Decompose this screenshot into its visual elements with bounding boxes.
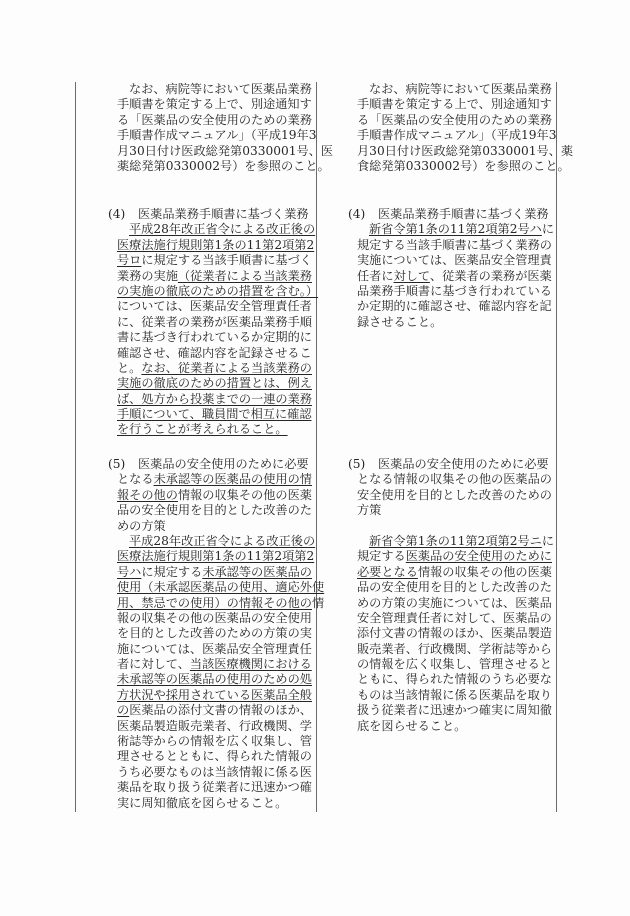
section-body-line bbox=[117, 796, 317, 811]
section-body-line bbox=[357, 269, 557, 284]
text-segment: 添付文書の情報のほか、医薬品製造 bbox=[357, 626, 552, 641]
section-body-line bbox=[117, 580, 325, 595]
underlined-revision: 号ロ bbox=[117, 253, 142, 268]
text-segment: ものは当該情報に係る医薬品を取り bbox=[357, 687, 552, 702]
text-segment: 医薬品の添付文書の情報のほか、 bbox=[129, 703, 312, 718]
text-segment: 安全管理責任者に対して、医薬品の bbox=[357, 610, 552, 625]
note-line bbox=[357, 143, 574, 159]
underlined-revision: 医療法施行規則第1条の11第2項第2 bbox=[117, 237, 315, 252]
section-heading-line bbox=[357, 472, 557, 487]
text-segment: 医薬品業務手順書に基づく業務 bbox=[138, 207, 309, 221]
section-body-line bbox=[117, 611, 317, 626]
text-segment: に bbox=[541, 222, 555, 237]
underlined-revision: 手順について、職員間で相互に確認 bbox=[117, 407, 312, 422]
underlined-revision: 用、禁忌での使用）の情報その他の bbox=[117, 595, 312, 610]
section-heading-line bbox=[108, 457, 317, 472]
text-segment: なお、病院等において医薬品業務 bbox=[129, 82, 312, 96]
text-segment: 食総発第0330002号）を参照のこと。 bbox=[357, 158, 570, 173]
underlined-revision: 号ハ bbox=[117, 564, 142, 579]
left-section-5 bbox=[108, 457, 325, 811]
section-heading-line bbox=[357, 503, 557, 518]
section-body-line bbox=[357, 284, 557, 299]
underlined-revision: を行うことが考えられること。 bbox=[117, 422, 288, 437]
section-body-line bbox=[117, 780, 317, 795]
section-body-line bbox=[117, 361, 317, 376]
section-heading-line bbox=[348, 207, 557, 222]
text-segment: 業務の実施 bbox=[117, 268, 178, 283]
text-segment: に規定する当該手順書に基づく bbox=[141, 253, 312, 268]
text-segment: 書に基づき行われているか定期的に bbox=[117, 330, 312, 345]
section-body-line bbox=[117, 719, 317, 734]
underlined-revision: 必要となる bbox=[357, 564, 418, 579]
section-number: (4) bbox=[108, 207, 126, 221]
text-segment: 医薬品製造販売業者、行政機関、学 bbox=[117, 718, 312, 733]
underlined-revision: ば、処方から投薬までの一連の業務 bbox=[117, 391, 312, 406]
text-segment: 品の安全使用を目的とした改善のた bbox=[117, 503, 312, 518]
underlined-revision: 実施の徹底のための措置とは、例え bbox=[117, 376, 312, 391]
section-body-line bbox=[357, 222, 557, 237]
section-number: (5) bbox=[108, 457, 126, 471]
text-segment: となる情報の収集その他の医薬品の bbox=[357, 472, 552, 487]
section-body-line bbox=[117, 253, 317, 268]
underlined-revision: 方状況や採用されている医薬品全般 bbox=[117, 687, 312, 702]
text-segment: 規定する bbox=[357, 549, 406, 564]
text-segment: なお、病院等において医薬品業務 bbox=[369, 82, 552, 96]
text-segment: めの方策の実施については、医薬品 bbox=[357, 595, 552, 610]
text-segment: となる bbox=[117, 472, 154, 487]
section-body-line bbox=[357, 238, 557, 253]
text-segment: 手順書を策定する上で、別途通知す bbox=[117, 97, 312, 112]
section-heading-line bbox=[108, 207, 317, 222]
note-line bbox=[357, 97, 557, 112]
underlined-revision: 未承認等の医薬品の bbox=[202, 564, 312, 579]
text-segment: 薬品を取り扱う従業者に迅速かつ確 bbox=[117, 780, 312, 795]
section-body-line bbox=[357, 657, 557, 672]
section-heading-line bbox=[117, 519, 317, 534]
section-body-line bbox=[357, 534, 557, 549]
text-segment: 手順書を策定する上で、別途通知す bbox=[357, 97, 552, 112]
section-body-line bbox=[357, 626, 557, 641]
underlined-revision: 報その他の bbox=[117, 487, 178, 502]
note-line bbox=[117, 82, 317, 97]
section-body-line bbox=[117, 422, 317, 437]
note-line bbox=[117, 113, 317, 128]
left-note-paragraph bbox=[117, 82, 334, 174]
underlined-revision: 平成28年改正省令による改正後の bbox=[129, 222, 316, 237]
section-body-line bbox=[357, 642, 557, 657]
section-body-line bbox=[117, 657, 317, 672]
underlined-revision: （従業者による当該業務 bbox=[177, 268, 312, 283]
section-body-line bbox=[357, 611, 557, 626]
section-body-line bbox=[357, 565, 557, 580]
note-line bbox=[357, 82, 557, 97]
underlined-revision: 医療法施行規則第1条の11第2項第2 bbox=[117, 549, 315, 564]
section-number: (5) bbox=[348, 457, 366, 471]
section-body-line bbox=[357, 253, 557, 268]
text-segment: 理させるとともに、得られた情報の bbox=[117, 749, 312, 764]
section-body-line bbox=[117, 749, 317, 764]
section-body-line bbox=[357, 580, 557, 595]
note-line bbox=[357, 128, 557, 143]
section-body-line bbox=[117, 376, 317, 391]
text-segment: 月30日付け医政総発第0330001号、医 bbox=[117, 143, 334, 158]
section-body-line bbox=[117, 222, 317, 237]
text-segment: 品業務手順書に基づき行われている bbox=[357, 283, 552, 298]
underlined-revision: の実施の徹底のための措置を含む。） bbox=[117, 283, 319, 298]
note-line bbox=[357, 113, 557, 128]
text-segment: めの方策 bbox=[117, 518, 166, 533]
section-body-line bbox=[117, 549, 317, 564]
text-segment: 施については、医薬品安全管理責任 bbox=[117, 641, 312, 656]
text-segment: 実に周知徹底を図らせること。 bbox=[117, 795, 288, 810]
section-body-line bbox=[117, 269, 317, 284]
section-body-line bbox=[117, 688, 317, 703]
section-body-line bbox=[357, 596, 557, 611]
text-segment: 月30日付け医政総発第0330001号、薬 bbox=[357, 143, 574, 158]
text-segment: 情報の収集その他の医薬 bbox=[417, 564, 552, 579]
text-segment: 確認させ、確認内容を記録させるこ bbox=[117, 345, 312, 360]
left-section-4 bbox=[108, 207, 319, 438]
text-segment: 方策 bbox=[357, 503, 382, 518]
text-segment: る「医薬品の安全使用のための業務 bbox=[357, 112, 552, 127]
text-segment: に、従業者の業務が医薬品業務手順 bbox=[117, 314, 312, 329]
text-segment: に bbox=[541, 533, 555, 548]
right-section-4 bbox=[348, 207, 557, 330]
section-heading-line bbox=[348, 457, 557, 472]
section-heading-line bbox=[117, 472, 317, 487]
section-body-line bbox=[357, 719, 557, 734]
section-body-line bbox=[117, 392, 317, 407]
note-line bbox=[357, 158, 570, 174]
text-segment: 情 bbox=[312, 595, 325, 610]
section-body-line bbox=[357, 703, 557, 718]
section-body-line bbox=[117, 703, 317, 718]
note-line bbox=[117, 158, 330, 174]
section-body-line bbox=[357, 688, 557, 703]
underlined-revision: 新省令第1条の11第2項第2号ニ bbox=[369, 533, 542, 548]
section-body-line bbox=[117, 330, 317, 345]
underlined-revision: 対して bbox=[393, 268, 430, 283]
note-line bbox=[117, 128, 317, 143]
text-segment: 規定する当該手順書に基づく業務の bbox=[357, 237, 552, 252]
note-line bbox=[117, 143, 334, 159]
section-body-line bbox=[117, 642, 317, 657]
text-segment: 医薬品の安全使用のために必要 bbox=[138, 457, 309, 471]
blank-line bbox=[357, 519, 557, 534]
text-segment: 術誌等からの情報を広く収集し、管 bbox=[117, 734, 312, 749]
section-body-line bbox=[117, 626, 317, 641]
section-body-line bbox=[117, 315, 317, 330]
text-segment: ともに、得られた情報のうち必要な bbox=[357, 672, 552, 687]
text-segment: うち必要なものは当該情報に係る医 bbox=[117, 764, 312, 779]
section-heading-line bbox=[117, 488, 317, 503]
text-segment: 販売業者、行政機関、学術誌等から bbox=[357, 641, 552, 656]
note-line bbox=[117, 97, 317, 112]
text-segment: 品の安全使用を目的とした改善のた bbox=[357, 580, 552, 595]
underlined-revision: なお、従業者による当該業務の bbox=[141, 360, 312, 375]
text-segment: 、従業者の業務が医薬 bbox=[429, 268, 552, 283]
section-body-line bbox=[117, 734, 317, 749]
text-segment: 録させること。 bbox=[357, 314, 443, 329]
section-body-line bbox=[357, 549, 557, 564]
table-border-left bbox=[75, 82, 76, 812]
text-segment: 手順書作成マニュアル」（平成19年3 bbox=[357, 128, 557, 143]
right-section-5 bbox=[348, 457, 557, 734]
text-segment: と。 bbox=[117, 360, 142, 375]
section-body-line bbox=[357, 299, 557, 314]
section-body-line bbox=[117, 299, 317, 314]
text-segment: 実施については、医薬品安全管理責 bbox=[357, 253, 552, 268]
section-body-line bbox=[117, 534, 317, 549]
text-segment: 者に対して、 bbox=[117, 657, 190, 672]
section-body-line bbox=[117, 765, 317, 780]
underlined-revision: 医薬品の安全使用のために bbox=[405, 549, 552, 564]
text-segment: 底を図らせること。 bbox=[357, 718, 467, 733]
text-segment: 任者に bbox=[357, 268, 394, 283]
underlined-revision: 当該医療機関における bbox=[189, 657, 312, 672]
section-number: (4) bbox=[348, 207, 366, 221]
text-segment: る「医薬品の安全使用のための業務 bbox=[117, 112, 312, 127]
text-segment: 薬総発第0330002号）を参照のこと。 bbox=[117, 158, 330, 173]
text-segment: 医薬品業務手順書に基づく業務 bbox=[378, 207, 549, 221]
section-body-line bbox=[117, 346, 317, 361]
underlined-revision: の bbox=[117, 703, 130, 718]
section-body-line bbox=[117, 407, 317, 422]
section-body-line bbox=[357, 672, 557, 687]
text-segment: の情報を広く収集し、管理させると bbox=[357, 657, 552, 672]
text-segment: 扱う従業者に迅速かつ確実に周知徹 bbox=[357, 703, 552, 718]
section-body-line bbox=[117, 565, 317, 580]
section-body-line bbox=[117, 284, 317, 299]
underlined-revision: 平成28年改正省令による改正後の bbox=[129, 533, 316, 548]
text-segment: 医薬品の安全使用のために必要 bbox=[378, 457, 549, 471]
text-segment: 手順書作成マニュアル」（平成19年3 bbox=[117, 128, 317, 143]
text-segment: を目的とした改善のための方策の実 bbox=[117, 626, 312, 641]
underlined-revision: 未承認等の医薬品の使用のための処 bbox=[117, 672, 312, 687]
underlined-revision: 使用（未承認医薬品の使用、適応外使 bbox=[117, 580, 325, 595]
section-body-line bbox=[117, 595, 325, 611]
section-heading-line bbox=[357, 488, 557, 503]
text-segment: 情報の収集その他の医薬 bbox=[177, 487, 312, 502]
text-segment: 報の収集その他の医薬品の安全使用 bbox=[117, 610, 312, 625]
section-heading-line bbox=[117, 503, 317, 518]
underlined-revision: 新省令第1条の11第2項第2号ハ bbox=[369, 222, 542, 237]
section-body-line bbox=[117, 672, 317, 687]
section-body-line bbox=[117, 238, 317, 253]
text-segment: 安全使用を目的とした改善のための bbox=[357, 487, 552, 502]
section-body-line bbox=[357, 315, 557, 330]
text-segment: については、医薬品安全管理責任者 bbox=[117, 299, 312, 314]
text-segment: に規定する bbox=[141, 564, 203, 579]
text-segment: か定期的に確認させ、確認内容を記 bbox=[357, 299, 552, 314]
underlined-revision: 未承認等の医薬品の使用の情 bbox=[153, 472, 312, 487]
right-note-paragraph bbox=[357, 82, 574, 174]
